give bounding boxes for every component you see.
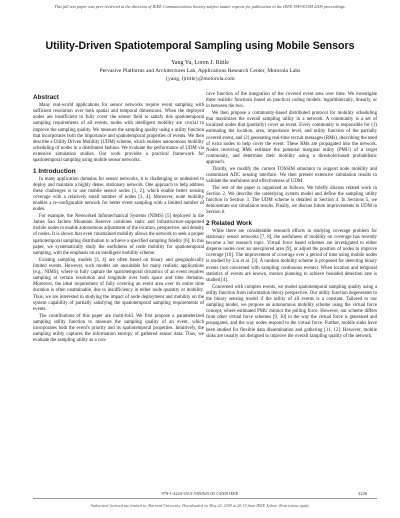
isbn-footer: 978-1-4244-3513-5/09/$25.00 ©2009 IEEE <box>161 491 239 496</box>
related-work-paragraph: While there are considerable research efforts in studying coverage problem for stationary sensor networks [7, 8], the usefulness of mobility on coverage has recently become a hot research topic. Virtual force based schemes are investigated to either disperse nodes over an unexplored area [9], or adjust the position of nodes to improve coverage [10]. The improvement of coverage over a period of time using mobile nodes is studied by Liu et al. [3]. A random mobility scheme is proposed for detecting binary events (not concerned with sampling continuous events). When location and temporal statistics of events are known, motion planning to achieve bounded detection rate is studied [4]. <box>206 228 377 283</box>
footer-divider <box>33 498 377 499</box>
left-column <box>33 94 204 344</box>
download-notice: Authorized licensed use limited to: Harvard University. Downloaded on May 22, 2009 at 20:19 from IEEE Xplore. Restrictions apply. <box>90 503 310 508</box>
intro-paragraph: Existing sampling models [3, 4] are often based on binary and geographically limited events. However, such models are unsuitable for many realistic applications (e.g., NIMS), where to fully capture the spatiotemporal dynamics of an event requires sampling at certain resolution and longitude over both space and time domains. Moreover, the ideal requirement of fully covering an event area over its entire time duration is often unattainable, due to insufficiency in either node quantity or mobility. Thus, we are interested in studying the impact of node deployment and mobility on the system capability of partially satisfying the spatiotemporal sampling requirements of events. <box>33 257 204 312</box>
page-number: 2226 <box>358 491 368 496</box>
intro-paragraph: The rest of the paper is organized as follows. We briefly discuss related work in Section 2. We describe the underlying system model and define the sampling utility function in Section 3. The UDM scheme is detailed in Section 4. In Sections 5, we demonstrate our simulation results. Finally, we discuss future improvements to UDM in Section 6. <box>206 185 377 216</box>
intro-paragraph: We then propose a community-based distributed protocol for mobility scheduling that maximizes the overall sampling utility in a network. A community is a set of localized nodes that (partially) cover an event. Every community is responsible for (1) estimating the location, area, importance level, and utility function of the partially covered event, and (2) generating real-time recruit messages (RMs), describing the need of extra nodes to help cover the event. These RMs are propagated into the network. Nodes receiving RMs estimate the potential marginal utility (PMU) of a target community, and determine their mobility using a threshold-based probabilistic approach. <box>206 110 377 166</box>
intro-paragraph: Thirdly, we modify the current TOSSIM simulator to support node mobility and customized ADC sensing interface. We then present extensive simulation results to validate the usefulness and effectiveness of UDM. <box>206 166 377 185</box>
intro-paragraph-continued: cave function of the integration of the covered event area over time. We investigate three realistic functions based on practical coding models: logarithmically, linearly, or in between the two. <box>206 92 377 110</box>
intro-paragraph: For example, the Networked Infomechanical Systems (NIMS) [5] deployed in the James San Jacinto Mountain Reserve combines static and infrastructure-supported mobile nodes to enable autonomous adjustment of the location, perspective, and density of nodes. It is shown that even constrained mobility allows the network to seek a proper spatiotemporal sampling distribution to achieve a specified sampling fidelity [6]. In this paper, we systematically study the usefulness of node mobility for spatiotemporal sampling, with the emphasis on an intelligent mobility scheme. <box>33 214 204 256</box>
authors: Yang Yu, Loren J. Rittle <box>171 60 229 66</box>
email: {yang, ljrittle}@motorola.com <box>165 76 235 82</box>
affiliation: Pervasive Platforms and Architectures Lab, Applications Research Center, Motorola Labs <box>99 68 301 74</box>
related-work-heading: 2 Related Work <box>206 219 253 227</box>
right-column <box>206 92 377 340</box>
intro-heading: 1 Introduction <box>33 167 76 175</box>
intro-paragraph: In many application domains for sensor networks, it is challenging or undesired to deploy and maintain a highly dense, stationary network. One approach to help address these challenges is to use mobile sensor nodes [1, 2], which enable better sensing coverage with a relatively small number of nodes [3, 4]. Moreover, node mobility enables a re-configurable network for better event sampling with a limited number of nodes. <box>33 176 204 213</box>
paper-title: Utility-Driven Spatiotemporal Sampling using Mobile Sensors <box>45 40 355 52</box>
abstract-heading: Abstract <box>33 94 59 101</box>
related-work-paragraph: Concerned with complex events, we model spatiotemporal sampling quality using a utility function from information theory perspective. Our utility function degenerates to the binary sensing model if the utility of all events is a constant. Tailored to our sampling model, we propose an autonomous mobility scheme using the virtual force concept, where estimated PMU mimics the pulling force. However, our scheme differs from other virtual force schemes [9, 10] in the way the virtual force is generated and propagated, and the way nodes respond to the virtual force. Further, mobile sinks have been studied for flexible data dissemination and gathering [11, 12]. However, mobile sinks are usually not designed to improve the overall sampling quality of the network. <box>206 284 377 339</box>
abstract-text: Many real-world applications for sensor networks require event sampling with sufficient resolution over both spatial and temporal dimensions. When the deployed nodes are insufficient to fully cover the sensor field to satisfy this spatiotemporal sampling requirements of all events, nodes with intelligent mobility are crucial to improve the sampling quality. We measure the sampling quality using a utility function that incorporates both the importance and spatiotemporal properties of events. We then describe a Utility Driven Mobility (UDM) scheme, which enables autonomous mobility scheduling of nodes in a distributed fashion. We evaluate the performance of UDM via extensive simulation studies. Our work provides a practical framework for spatiotemporal sampling using mobile sensor networks. <box>33 103 204 164</box>
header-notice: This full text paper was peer reviewed at the direction of IEEE Communications Society subject matter experts for publication in the IEEE INFOCOM 2009 proceedings. <box>54 4 346 9</box>
intro-paragraph: The contributions of this paper are multi-fold. We first propose a parameterized sampling utility function to measure the sampling quality of an event, which incorporates both the event's priority and its spatiotemporal properties. Intuitively, the sampling utility captures the information entropy of gathered sensor data. Thus, we evaluate the sampling utility as a con- <box>33 313 204 344</box>
